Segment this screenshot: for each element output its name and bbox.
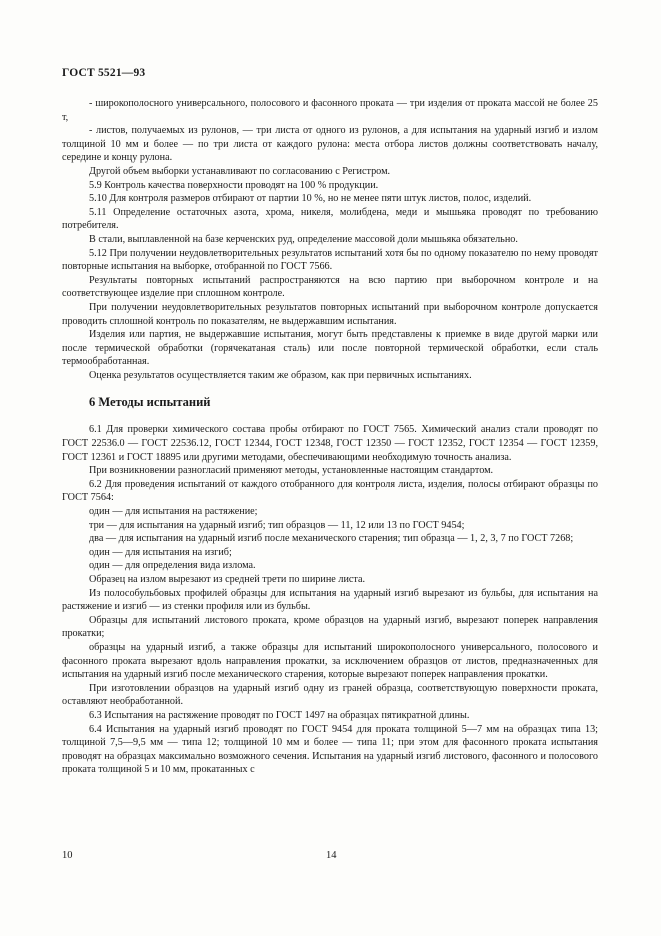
paragraph: При изготовлении образцов на ударный изгиб одну из граней образца, соответствующую поверхности проката, оставляют необработанной. <box>62 682 598 708</box>
paragraph: При получении неудовлетворительных результатов повторных испытаний при выборочном контроле допускается проводить сплошной контроль по показателям, не выдержавшим испытания. <box>62 301 598 327</box>
paragraph: 5.9 Контроль качества поверхности проводят на 100 % продукции. <box>89 179 379 191</box>
paragraph: - листов, получаемых из рулонов, — три листа от одного из рулонов, а для испытания на ударный изгиб и излом толщиной 10 мм и более — по три листа от каждого рулона: места отбора листов должны соответствовать началу, середине и концу рулона. <box>62 125 598 164</box>
paragraph: Образцы для испытаний листового проката, кроме образцов на ударный изгиб, вырезают поперек направления прокатки; <box>62 614 598 640</box>
section-heading: 6 Методы испытаний <box>89 395 211 410</box>
paragraph: Другой объем выборки устанавливают по согласованию с Регистром. <box>89 165 391 177</box>
paragraph: 6.1 Для проверки химического состава пробы отбирают по ГОСТ 7565. Химический анализ стали проводят по ГОСТ 22536.0 — ГОСТ 22536.12, ГОСТ 12344, ГОСТ 12348, ГОСТ 12350 — ГОСТ 12352, ГОСТ 12354 — ГОСТ 12359, ГОСТ 12361 и ГОСТ 18895 или другими методами, обеспечивающими необходимую точность анализа. <box>62 424 598 463</box>
paragraph: образцы на ударный изгиб, а также образцы для испытаний широкополосного универсального, полосового и фасонного проката вырезают вдоль направления прокатки, за исключением образцов от листов, предназначенных для испытания на ударный изгиб после механического старения, которые вырезают поперек направления прокатки. <box>62 641 598 681</box>
list-item: три — для испытания на ударный изгиб; тип образцов — 11, 12 или 13 по ГОСТ 9454; <box>89 519 465 531</box>
list-item: один — для определения вида излома. <box>89 560 256 572</box>
page-number-left: 10 <box>62 850 73 861</box>
paragraph: При возникновении разногласий применяют методы, установленные настоящим стандартом. <box>89 465 494 477</box>
paragraph: 6.3 Испытания на растяжение проводят по ГОСТ 1497 на образцах пятикратной длины. <box>89 709 470 721</box>
paragraph: 6.2 Для проведения испытаний от каждого отобранного для контроля листа, изделия, полосы отбирают образцы по ГОСТ 7564: <box>62 478 598 504</box>
list-item: один — для испытания на изгиб; <box>89 546 232 558</box>
paragraph: 6.4 Испытания на ударный изгиб проводят по ГОСТ 9454 для проката толщиной 5—7 мм на образцах типа 13; толщиной 7,5—9,5 мм — типа 12; толщиной 10 мм и более — типа 11; при этом для фасонного проката испытания проводят на образцах максимально возможного сечения. Испытания на ударный изгиб листового, фасонного и полосового проката толщиной 5 и 10 мм, прокатанных с <box>62 723 598 776</box>
paragraph: 5.10 Для контроля размеров отбирают от партии 10 %, но не менее пяти штук листов, полос, изделий. <box>89 193 532 205</box>
paragraph: 5.12 При получении неудовлетворительных результатов испытаний хотя бы по одному показателю по нему проводят повторные испытания на выборке, отобранной по ГОСТ 7566. <box>62 247 598 273</box>
paragraph: Из полособульбовых профилей образцы для испытания на ударный изгиб вырезают из бульбы, для испытания на растяжение и изгиб — из стенки профиля или из бульбы. <box>62 587 598 613</box>
paragraph: Изделия или партия, не выдержавшие испытания, могут быть представлены к приемке в виде другой марки или после термической обработки (горячекатаная сталь) или после повторной термической обработки, если сталь термообработанная. <box>62 329 598 368</box>
document-body <box>62 97 598 777</box>
list-item: два — для испытания на ударный изгиб после механического старения; тип образца — 1, 2, 3, 7 по ГОСТ 7268; <box>89 533 574 545</box>
paragraph: Оценка результатов осуществляется таким же образом, как при первичных испытаниях. <box>89 369 472 381</box>
list-item: один — для испытания на растяжение; <box>89 506 258 518</box>
paragraph: - широкополосного универсального, полосового и фасонного проката — три изделия от проката массой не более 25 т, <box>62 98 598 123</box>
paragraph: Результаты повторных испытаний распространяются на всю партию при выборочном контроле и на соответствующее изделие при сплошном контроле. <box>62 274 598 300</box>
paragraph: Образец на излом вырезают из средней трети по ширине листа. <box>89 574 366 585</box>
paragraph: 5.11 Определение остаточных азота, хрома, никеля, молибдена, меди и мышьяка проводят по требованию потребителя. <box>62 206 598 232</box>
document-header: ГОСТ 5521—93 <box>62 67 146 79</box>
paragraph: В стали, выплавленной на базе керченских руд, определение массовой доли мышьяка обязательно. <box>89 233 518 245</box>
page-number-center: 14 <box>326 850 337 861</box>
